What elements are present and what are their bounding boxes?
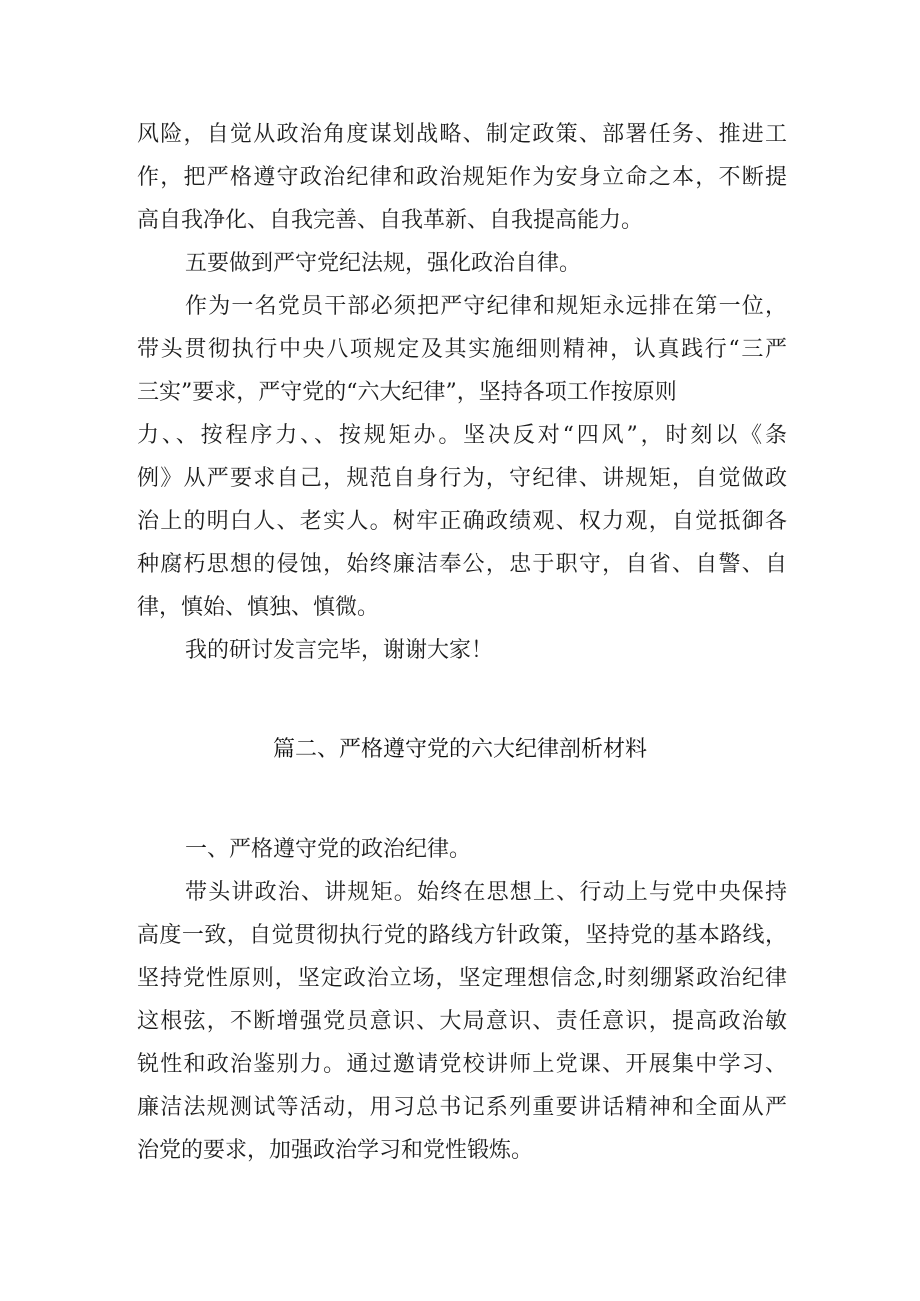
closing-line: 我的研讨发言完毕，谢谢大家！ <box>185 638 494 663</box>
paragraph-line: 种腐朽思想的侵蚀，始终廉洁奉公，忠于职守，自省、自警、自 <box>137 552 787 577</box>
paragraph-line: 锐性和政治鉴别力。通过邀请党校讲师上党课、开展集中学习、 <box>137 1052 787 1077</box>
paragraph-line: 例》从严要求自己，规范自身行为，守纪律、讲规矩，自觉做政 <box>137 466 787 491</box>
point-heading: 五要做到严守党纪法规，强化政治自律。 <box>185 251 582 276</box>
paragraph-line: 力、、按程序力、、按规矩办。坚决反对“四风”，时刻以《条 <box>137 423 787 448</box>
paragraph-line: 坚持党性原则，坚定政治立场，坚定理想信念,时刻绷紧政治纪律 <box>137 966 787 991</box>
paragraph-line: 带头讲政治、讲规矩。始终在思想上、行动上与党中央保持 <box>185 880 787 905</box>
paragraph-line: 这根弦，不断增强党员意识、大局意识、责任意识，提高政治敏 <box>137 1009 787 1034</box>
paragraph-line: 风险，自觉从政治角度谋划战略、制定政策、部署任务、推进工 <box>137 122 787 147</box>
paragraph-line: 三实”要求，严守党的“六大纪律”，坚持各项工作按原则 <box>137 380 677 405</box>
point-heading: 一、严格遵守党的政治纪律。 <box>185 837 472 862</box>
paragraph-line: 高度一致，自觉贯彻执行党的路线方针政策，坚持党的基本路线， <box>137 923 787 948</box>
paragraph-line: 带头贯彻执行中央八项规定及其实施细则精神，认真践行“三严 <box>137 337 787 362</box>
paragraph-line: 律，慎始、慎独、慎微。 <box>137 595 380 620</box>
paragraph-line: 治党的要求，加强政治学习和党性锻炼。 <box>137 1138 534 1163</box>
paragraph-line: 作，把严格遵守政治纪律和政治规矩作为安身立命之本，不断提 <box>137 165 787 190</box>
paragraph-line: 廉洁法规测试等活动，用习总书记系列重要讲话精神和全面从严 <box>137 1095 787 1120</box>
paragraph-line: 治上的明白人、老实人。树牢正确政绩观、权力观，自觉抵御各 <box>137 509 787 534</box>
section-title: 篇二、严格遵守党的六大纪律剖析材料 <box>272 737 647 762</box>
paragraph-line: 高自我净化、自我完善、自我革新、自我提高能力。 <box>137 208 644 233</box>
paragraph-line: 作为一名党员干部必须把严守纪律和规矩永远排在第一位， <box>185 294 787 319</box>
